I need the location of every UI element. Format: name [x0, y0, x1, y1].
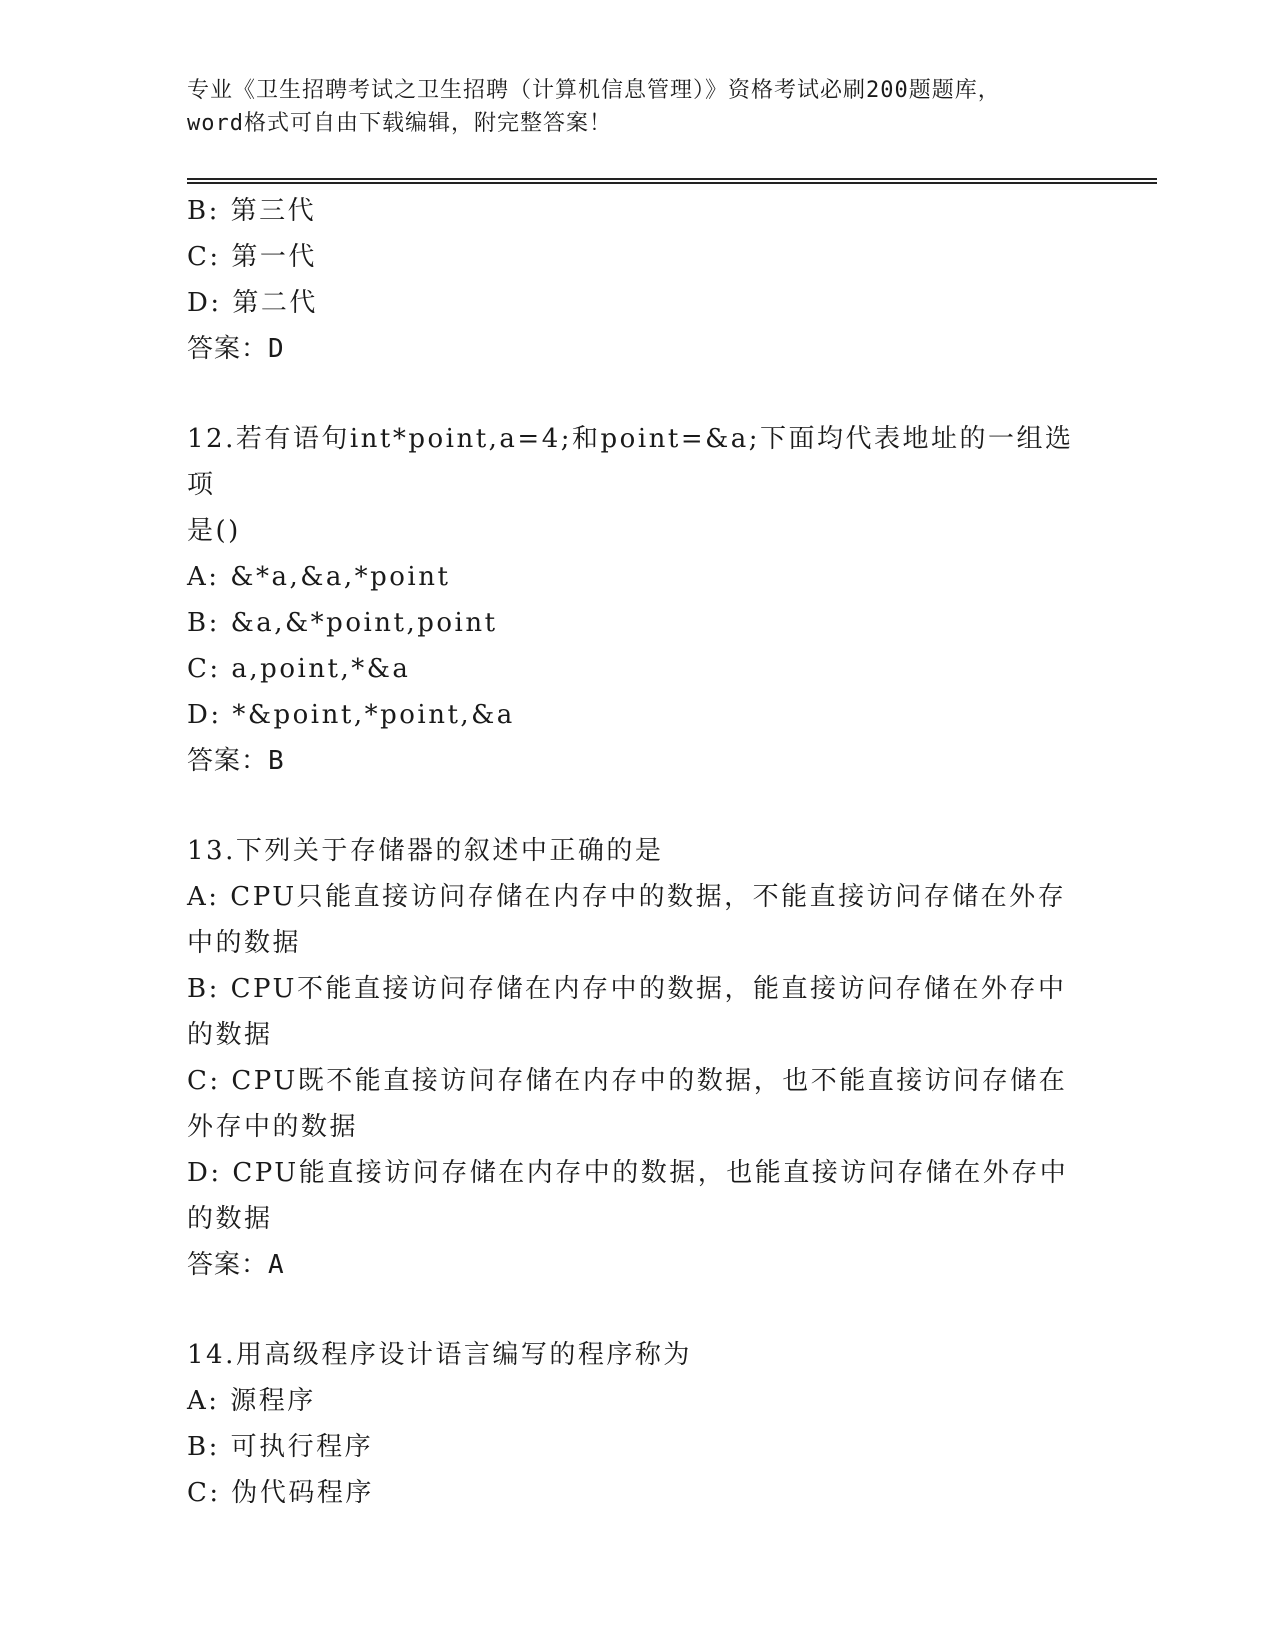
q12-title-line-2: 是(): [187, 516, 241, 546]
q12-option-d: D: *&point,*point,&a: [187, 700, 515, 730]
header-divider: [187, 178, 1157, 184]
q13-title: 13.下列关于存储器的叙述中正确的是: [187, 836, 664, 866]
q13-option-b-line-2: 的数据: [187, 1020, 273, 1050]
q14-title: 14.用高级程序设计语言编写的程序称为: [187, 1340, 692, 1370]
question-list: [187, 188, 1077, 1516]
q12-option-c: C: a,point,*&a: [187, 654, 411, 684]
q12-option-b: B: &a,&*point,point: [187, 608, 498, 638]
q13-option-d-line-2: 的数据: [187, 1204, 273, 1234]
spacer: [187, 372, 1077, 416]
q13-answer: 答案：A: [187, 1250, 285, 1280]
spacer: [187, 784, 1077, 828]
q13-option-b-line-1: B: CPU不能直接访问存储在内存中的数据，能直接访问存储在外存中: [187, 974, 1067, 1004]
q11-option-b: B: 第三代: [187, 196, 317, 226]
q14-option-c: C: 伪代码程序: [187, 1478, 374, 1508]
q11-option-c: C: 第一代: [187, 242, 317, 272]
q12-title-line-1: 12.若有语句int*point,a=4;和point=&a;下面均代表地址的一组选项: [187, 424, 1074, 500]
q13-option-c-line-1: C: CPU既不能直接访问存储在内存中的数据，也不能直接访问存储在: [187, 1066, 1068, 1096]
header-line-1: 专业《卫生招聘考试之卫生招聘（计算机信息管理）》资格考试必刷200题题库，: [187, 78, 1001, 103]
q13-option-c-line-2: 外存中的数据: [187, 1112, 359, 1142]
q14-option-a: A: 源程序: [187, 1386, 316, 1416]
q13-option-d-line-1: D: CPU能直接访问存储在内存中的数据，也能直接访问存储在外存中: [187, 1158, 1069, 1188]
q14-option-b: B: 可执行程序: [187, 1432, 374, 1462]
header-line-2: word格式可自由下载编辑，附完整答案！: [187, 111, 612, 136]
q12-answer: 答案：B: [187, 746, 285, 776]
q11-answer: 答案：D: [187, 334, 285, 364]
q13-option-a-line-1: A: CPU只能直接访问存储在内存中的数据，不能直接访问存储在外存: [187, 882, 1067, 912]
q13-option-a-line-2: 中的数据: [187, 928, 302, 958]
document-header: [187, 74, 1087, 140]
q11-option-d: D: 第二代: [187, 288, 318, 318]
q12-option-a: A: &*a,&a,*point: [187, 562, 451, 592]
spacer: [187, 1288, 1077, 1332]
